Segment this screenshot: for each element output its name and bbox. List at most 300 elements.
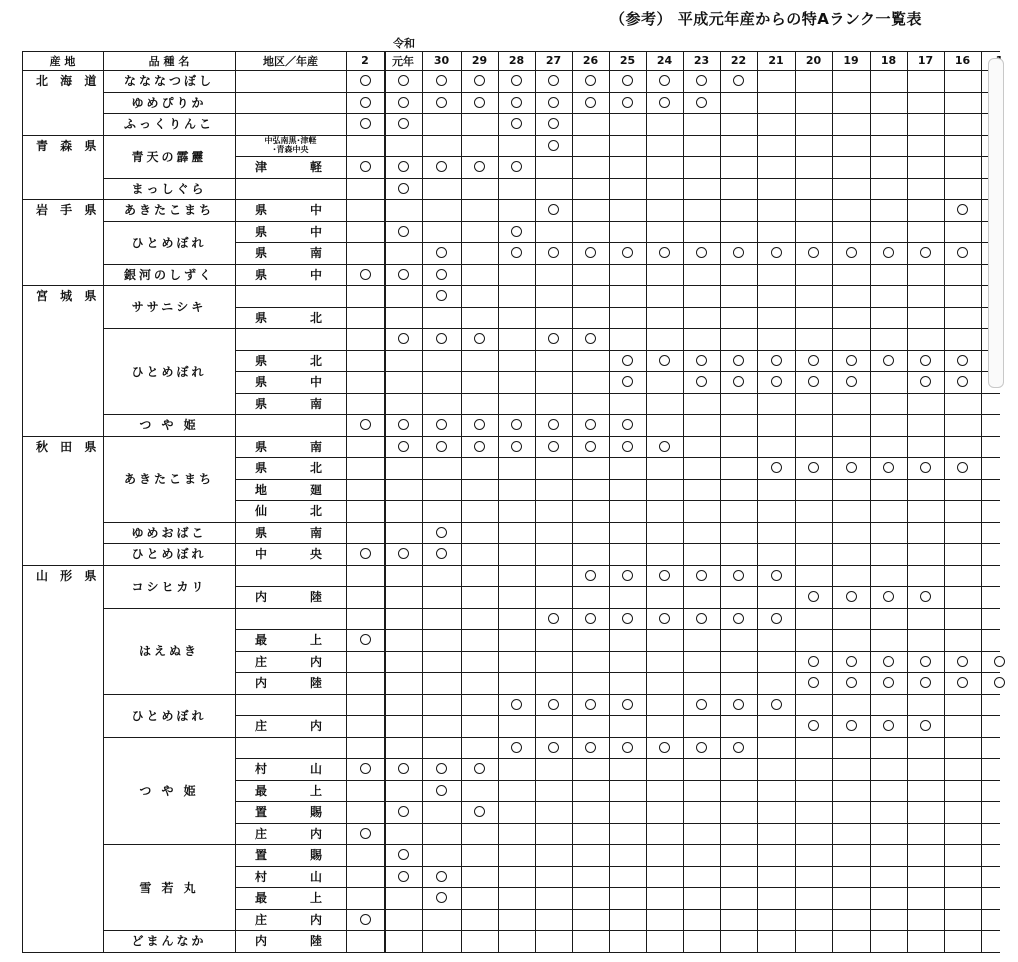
year-cell bbox=[535, 457, 572, 479]
year-cell bbox=[646, 823, 683, 845]
year-cell bbox=[535, 694, 572, 716]
year-cell bbox=[535, 199, 572, 221]
year-cell bbox=[535, 866, 572, 888]
variety-separator bbox=[103, 113, 235, 114]
district-cell bbox=[235, 414, 346, 436]
year-cell bbox=[683, 672, 720, 694]
special-a-mark bbox=[585, 247, 596, 258]
year-cell bbox=[720, 393, 757, 415]
year-cell bbox=[795, 242, 832, 264]
column-border bbox=[572, 51, 573, 952]
special-a-mark bbox=[511, 441, 522, 452]
year-cell bbox=[609, 887, 646, 909]
year-cell bbox=[422, 565, 461, 587]
year-cell bbox=[832, 844, 870, 866]
year-cell bbox=[535, 930, 572, 952]
year-cell bbox=[944, 307, 981, 329]
district-cell bbox=[235, 801, 346, 823]
scrollbar-thumb[interactable] bbox=[988, 58, 1004, 388]
special-a-mark bbox=[771, 462, 782, 473]
year-cell bbox=[609, 780, 646, 802]
district-cell bbox=[235, 651, 346, 673]
year-cell bbox=[346, 285, 384, 307]
year-cell bbox=[981, 393, 1018, 415]
special-a-mark bbox=[360, 634, 371, 645]
year-cell bbox=[832, 737, 870, 759]
special-a-mark bbox=[696, 247, 707, 258]
header-year: 27 bbox=[545, 54, 562, 67]
year-cell bbox=[461, 436, 498, 458]
year-cell bbox=[609, 715, 646, 737]
year-cell bbox=[535, 178, 572, 200]
special-a-mark bbox=[474, 763, 485, 774]
special-a-mark bbox=[548, 742, 559, 753]
year-cell bbox=[944, 586, 981, 608]
district-cell bbox=[235, 436, 346, 458]
row-border bbox=[235, 586, 1000, 587]
year-cell bbox=[757, 307, 795, 329]
year-cell bbox=[498, 242, 535, 264]
year-cell bbox=[757, 651, 795, 673]
year-cell bbox=[870, 694, 907, 716]
year-cell bbox=[422, 221, 461, 243]
year-cell bbox=[832, 436, 870, 458]
year-cell bbox=[384, 672, 422, 694]
row-border bbox=[235, 92, 1000, 93]
year-cell bbox=[683, 307, 720, 329]
variety-separator bbox=[103, 414, 235, 415]
year-cell bbox=[757, 522, 795, 544]
year-cell bbox=[944, 436, 981, 458]
year-cell bbox=[572, 307, 609, 329]
variety-label: つ や 姫 bbox=[139, 418, 199, 433]
special-a-mark bbox=[398, 118, 409, 129]
year-cell bbox=[572, 500, 609, 522]
year-cell bbox=[757, 844, 795, 866]
year-cell bbox=[757, 887, 795, 909]
row-border bbox=[235, 199, 1000, 200]
year-cell bbox=[870, 92, 907, 114]
year-cell bbox=[346, 479, 384, 501]
year-cell bbox=[832, 393, 870, 415]
year-cell bbox=[498, 414, 535, 436]
year-cell bbox=[384, 113, 422, 135]
year-cell bbox=[907, 371, 944, 393]
year-cell bbox=[907, 113, 944, 135]
special-a-mark bbox=[548, 140, 559, 151]
year-cell bbox=[944, 694, 981, 716]
year-cell bbox=[683, 156, 720, 178]
year-cell bbox=[720, 866, 757, 888]
year-cell bbox=[384, 586, 422, 608]
year-cell bbox=[944, 887, 981, 909]
year-cell bbox=[572, 328, 609, 350]
special-a-mark bbox=[548, 699, 559, 710]
year-cell bbox=[572, 780, 609, 802]
special-a-mark bbox=[622, 613, 633, 624]
year-cell bbox=[422, 844, 461, 866]
special-a-mark bbox=[696, 742, 707, 753]
column-border bbox=[870, 51, 871, 952]
year-cell bbox=[870, 393, 907, 415]
year-cell bbox=[384, 543, 422, 565]
year-cell bbox=[646, 350, 683, 372]
year-cell bbox=[346, 436, 384, 458]
year-cell bbox=[832, 887, 870, 909]
year-cell bbox=[422, 135, 461, 157]
year-cell bbox=[795, 629, 832, 651]
year-cell bbox=[832, 242, 870, 264]
district-cell bbox=[235, 694, 346, 716]
variety-label: あきたこまち bbox=[123, 203, 214, 218]
prefecture-label: 青 森 県 bbox=[36, 138, 101, 153]
special-a-mark bbox=[398, 75, 409, 86]
year-cell bbox=[870, 113, 907, 135]
year-cell bbox=[832, 178, 870, 200]
year-cell bbox=[572, 156, 609, 178]
special-a-mark bbox=[659, 355, 670, 366]
variety-separator bbox=[103, 737, 235, 738]
year-cell bbox=[572, 264, 609, 286]
year-cell bbox=[944, 393, 981, 415]
special-a-mark bbox=[808, 247, 819, 258]
special-a-mark bbox=[920, 376, 931, 387]
year-cell bbox=[795, 457, 832, 479]
year-cell bbox=[720, 414, 757, 436]
year-cell bbox=[572, 92, 609, 114]
year-cell bbox=[646, 500, 683, 522]
row-border bbox=[235, 715, 1000, 716]
special-a-mark bbox=[846, 376, 857, 387]
year-cell bbox=[422, 672, 461, 694]
year-cell bbox=[720, 715, 757, 737]
district-text: 中 bbox=[309, 375, 322, 390]
year-cell bbox=[646, 565, 683, 587]
special-a-mark bbox=[622, 97, 633, 108]
district-text: 県 bbox=[255, 267, 268, 282]
year-cell bbox=[646, 758, 683, 780]
year-cell bbox=[422, 264, 461, 286]
header-year: 21 bbox=[768, 54, 784, 67]
year-cell bbox=[535, 909, 572, 931]
special-a-mark bbox=[920, 355, 931, 366]
district-cell bbox=[235, 135, 346, 157]
year-cell bbox=[646, 393, 683, 415]
year-cell bbox=[422, 350, 461, 372]
district-text: 庄 bbox=[255, 719, 268, 734]
year-cell bbox=[720, 113, 757, 135]
year-cell bbox=[944, 543, 981, 565]
special-a-mark bbox=[474, 333, 485, 344]
special-a-mark bbox=[511, 247, 522, 258]
year-cell bbox=[870, 758, 907, 780]
year-cell bbox=[498, 135, 535, 157]
year-cell bbox=[757, 70, 795, 92]
district-cell bbox=[235, 221, 346, 243]
special-a-mark bbox=[548, 75, 559, 86]
variety-label: どまんなか bbox=[131, 934, 207, 949]
year-cell bbox=[498, 221, 535, 243]
year-cell bbox=[384, 264, 422, 286]
variety-separator bbox=[103, 264, 235, 265]
year-cell bbox=[461, 758, 498, 780]
year-cell bbox=[870, 242, 907, 264]
year-cell bbox=[572, 199, 609, 221]
year-cell bbox=[422, 285, 461, 307]
year-cell bbox=[870, 414, 907, 436]
year-cell bbox=[498, 844, 535, 866]
year-cell bbox=[832, 371, 870, 393]
special-a-mark bbox=[360, 548, 371, 559]
year-cell bbox=[535, 586, 572, 608]
special-a-mark bbox=[436, 548, 447, 559]
year-cell bbox=[832, 522, 870, 544]
district-text: 南 bbox=[309, 246, 322, 261]
year-cell bbox=[572, 930, 609, 952]
special-a-mark bbox=[696, 376, 707, 387]
year-cell bbox=[609, 651, 646, 673]
year-cell bbox=[907, 307, 944, 329]
year-cell bbox=[384, 285, 422, 307]
year-cell bbox=[422, 113, 461, 135]
year-cell bbox=[422, 70, 461, 92]
year-cell bbox=[384, 844, 422, 866]
year-cell bbox=[832, 715, 870, 737]
year-cell bbox=[720, 457, 757, 479]
year-cell bbox=[646, 70, 683, 92]
reiwa-era-label: 令和 bbox=[393, 37, 415, 50]
header-year: 30 bbox=[433, 54, 450, 67]
year-cell bbox=[832, 328, 870, 350]
year-cell bbox=[572, 457, 609, 479]
year-cell bbox=[795, 113, 832, 135]
special-a-mark bbox=[957, 656, 968, 667]
year-cell bbox=[720, 221, 757, 243]
year-cell bbox=[384, 307, 422, 329]
variety-separator bbox=[103, 694, 235, 695]
district-cell bbox=[235, 479, 346, 501]
year-cell bbox=[870, 135, 907, 157]
year-cell bbox=[498, 264, 535, 286]
year-cell bbox=[757, 285, 795, 307]
header-variety: 品 種 名 bbox=[148, 54, 190, 68]
row-border bbox=[235, 414, 1000, 415]
year-cell bbox=[498, 479, 535, 501]
variety-label: まっしぐら bbox=[131, 181, 207, 196]
year-cell bbox=[683, 113, 720, 135]
year-cell bbox=[572, 565, 609, 587]
variety-label: ふっくりんこ bbox=[123, 117, 214, 132]
year-cell bbox=[384, 629, 422, 651]
special-a-mark bbox=[436, 785, 447, 796]
year-cell bbox=[907, 844, 944, 866]
year-cell bbox=[683, 393, 720, 415]
year-cell bbox=[944, 866, 981, 888]
year-cell bbox=[572, 543, 609, 565]
district-cell bbox=[235, 371, 346, 393]
special-a-mark bbox=[360, 161, 371, 172]
district-text: 県 bbox=[255, 396, 268, 411]
year-cell bbox=[422, 543, 461, 565]
year-cell bbox=[346, 780, 384, 802]
year-cell bbox=[535, 565, 572, 587]
year-cell bbox=[981, 672, 1018, 694]
year-cell bbox=[572, 844, 609, 866]
year-cell bbox=[535, 758, 572, 780]
district-text: 上 bbox=[309, 783, 322, 798]
year-cell bbox=[461, 715, 498, 737]
year-cell bbox=[384, 737, 422, 759]
year-cell bbox=[346, 307, 384, 329]
variety-separator bbox=[103, 221, 235, 222]
column-border bbox=[384, 51, 386, 952]
year-cell bbox=[646, 737, 683, 759]
year-cell bbox=[795, 436, 832, 458]
column-border bbox=[981, 51, 982, 952]
year-cell bbox=[422, 371, 461, 393]
year-cell bbox=[795, 887, 832, 909]
year-cell bbox=[757, 909, 795, 931]
year-cell bbox=[646, 178, 683, 200]
year-cell bbox=[572, 586, 609, 608]
year-cell bbox=[498, 887, 535, 909]
year-cell bbox=[498, 457, 535, 479]
prefecture-label: 宮 城 県 bbox=[36, 289, 101, 304]
variety-label: コシヒカリ bbox=[131, 579, 207, 594]
year-cell bbox=[870, 651, 907, 673]
year-cell bbox=[572, 522, 609, 544]
year-cell bbox=[498, 328, 535, 350]
year-cell bbox=[572, 479, 609, 501]
header-year: 24 bbox=[656, 54, 673, 67]
year-cell bbox=[609, 522, 646, 544]
special-a-mark bbox=[771, 247, 782, 258]
year-cell bbox=[346, 522, 384, 544]
year-cell bbox=[832, 694, 870, 716]
year-cell bbox=[572, 393, 609, 415]
year-cell bbox=[870, 479, 907, 501]
special-a-mark bbox=[846, 355, 857, 366]
year-cell bbox=[461, 393, 498, 415]
special-a-mark bbox=[808, 376, 819, 387]
year-cell bbox=[832, 285, 870, 307]
year-cell bbox=[535, 715, 572, 737]
year-cell bbox=[461, 887, 498, 909]
year-cell bbox=[535, 393, 572, 415]
district-text: 県 bbox=[255, 353, 268, 368]
year-cell bbox=[646, 844, 683, 866]
year-cell bbox=[346, 629, 384, 651]
year-cell bbox=[384, 608, 422, 630]
year-cell bbox=[907, 608, 944, 630]
year-cell bbox=[461, 156, 498, 178]
year-cell bbox=[346, 264, 384, 286]
year-cell bbox=[907, 285, 944, 307]
year-cell bbox=[683, 780, 720, 802]
special-a-mark bbox=[771, 613, 782, 624]
special-a-mark bbox=[548, 118, 559, 129]
year-cell bbox=[832, 350, 870, 372]
column-border bbox=[422, 51, 423, 952]
year-cell bbox=[535, 92, 572, 114]
special-a-mark bbox=[733, 570, 744, 581]
year-cell bbox=[384, 758, 422, 780]
year-cell bbox=[535, 436, 572, 458]
header-year: 18 bbox=[880, 54, 897, 67]
special-a-mark bbox=[585, 75, 596, 86]
special-a-mark bbox=[436, 763, 447, 774]
year-cell bbox=[498, 737, 535, 759]
variety-label: つ や 姫 bbox=[139, 783, 199, 798]
year-cell bbox=[720, 500, 757, 522]
year-cell bbox=[907, 135, 944, 157]
year-cell bbox=[422, 715, 461, 737]
special-a-mark bbox=[474, 161, 485, 172]
special-a-mark bbox=[957, 376, 968, 387]
year-cell bbox=[498, 543, 535, 565]
special-a-mark bbox=[659, 247, 670, 258]
year-cell bbox=[609, 436, 646, 458]
year-cell bbox=[384, 930, 422, 952]
variety-separator bbox=[103, 285, 235, 286]
special-a-mark bbox=[398, 161, 409, 172]
year-cell bbox=[720, 694, 757, 716]
special-a-mark bbox=[622, 75, 633, 86]
year-cell bbox=[944, 608, 981, 630]
column-border bbox=[683, 51, 684, 952]
district-text: 内 bbox=[309, 826, 322, 841]
year-cell bbox=[572, 70, 609, 92]
year-cell bbox=[907, 737, 944, 759]
special-a-mark bbox=[883, 720, 894, 731]
year-cell bbox=[461, 930, 498, 952]
special-a-mark bbox=[883, 656, 894, 667]
special-a-mark bbox=[659, 75, 670, 86]
special-a-mark bbox=[436, 333, 447, 344]
special-a-mark bbox=[808, 720, 819, 731]
year-cell bbox=[498, 156, 535, 178]
special-a-mark bbox=[771, 355, 782, 366]
special-a-mark bbox=[808, 656, 819, 667]
special-a-mark bbox=[808, 355, 819, 366]
year-cell bbox=[646, 285, 683, 307]
year-cell bbox=[907, 543, 944, 565]
year-cell bbox=[346, 715, 384, 737]
district-cell bbox=[235, 672, 346, 694]
special-a-mark bbox=[511, 699, 522, 710]
special-a-mark bbox=[436, 161, 447, 172]
year-cell bbox=[870, 780, 907, 802]
header-bottom-border bbox=[22, 70, 1000, 71]
year-cell bbox=[683, 586, 720, 608]
year-cell bbox=[981, 543, 1018, 565]
year-cell bbox=[535, 113, 572, 135]
year-cell bbox=[346, 371, 384, 393]
district-cell bbox=[235, 264, 346, 286]
year-cell bbox=[461, 479, 498, 501]
special-a-mark bbox=[474, 441, 485, 452]
year-cell bbox=[384, 371, 422, 393]
year-cell bbox=[498, 672, 535, 694]
row-border bbox=[235, 479, 1000, 480]
district-text: 内 bbox=[255, 590, 268, 605]
year-cell bbox=[870, 70, 907, 92]
year-cell bbox=[422, 909, 461, 931]
year-cell bbox=[422, 199, 461, 221]
header-year: 元年 bbox=[392, 54, 414, 68]
year-cell bbox=[683, 565, 720, 587]
column-border bbox=[235, 51, 236, 952]
